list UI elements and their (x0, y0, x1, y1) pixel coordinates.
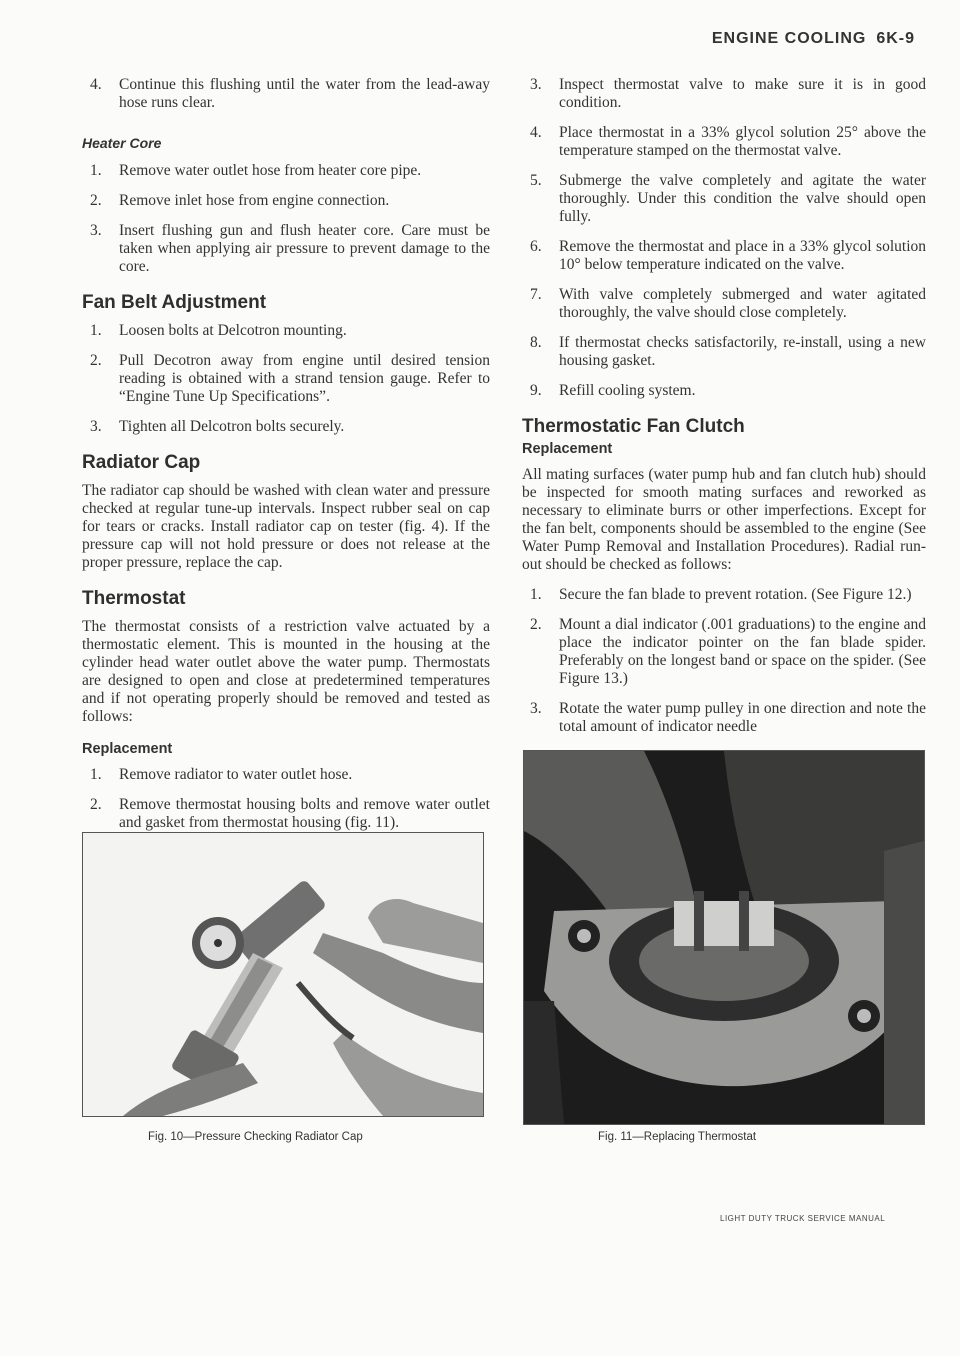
list-item (82, 418, 490, 436)
item-text: Mount a dial indicator (.001 graduations) to the engine and place the indicator pointer on the fan blade spider. Preferably on the longest band or space on the spider. (See Figure 13.) (559, 616, 926, 687)
list-item (522, 286, 926, 322)
page-header (712, 30, 915, 48)
list-item (82, 352, 490, 406)
fan-belt-heading: Fan Belt Adjustment (82, 292, 267, 313)
item-number: 2. (530, 616, 542, 633)
list-item (522, 616, 926, 688)
item-text: Tighten all Delcotron bolts securely. (119, 418, 345, 435)
list-item (82, 766, 490, 784)
radiator-cap-paragraph: The radiator cap should be washed with clean water and pressure checked at regular tune-up intervals. Inspect rubber seal on cap for tears or cracks. Install radiator cap on tester (fig. 4). If the pressure cap will not hold pressure or does not release at the proper pressure, replace the cap. (82, 482, 490, 571)
item-number: 4. (530, 124, 542, 141)
right-column (522, 76, 926, 748)
list-item (522, 586, 926, 604)
item-text: Refill cooling system. (559, 382, 696, 399)
list-item (522, 124, 926, 160)
item-number: 3. (90, 418, 102, 435)
radiator-cap-heading: Radiator Cap (82, 452, 201, 473)
left-column (82, 76, 490, 844)
item-number: 3. (530, 700, 542, 717)
list-item (522, 76, 926, 112)
list-item (522, 700, 926, 736)
item-number: 2. (90, 192, 102, 209)
page-number: 6K-9 (876, 30, 915, 47)
item-text: Inspect thermostat valve to make sure it is in good condition. (559, 76, 926, 111)
section-title: ENGINE COOLING (711, 30, 867, 47)
item-number: 1. (90, 162, 102, 179)
item-text: If thermostat checks satisfactorily, re-install, using a new housing gasket. (559, 334, 926, 369)
item-number: 6. (530, 238, 542, 255)
pressure-tester-illustration (83, 833, 483, 1116)
item-number: 1. (530, 586, 542, 603)
thermostat-replacement-heading: Replacement (82, 741, 173, 757)
figure-10-caption: Fig. 10—Pressure Checking Radiator Cap (148, 1131, 363, 1143)
thermostat-illustration (524, 751, 924, 1124)
list-item (82, 192, 490, 210)
item-text: Remove water outlet hose from heater core pipe. (119, 162, 422, 179)
list-item (522, 334, 926, 370)
figure-10-photo (82, 832, 484, 1117)
figure-11-photo (523, 750, 925, 1125)
item-text: Submerge the valve completely and agitate the water thoroughly. Under this condition the valve should open fully. (559, 172, 926, 225)
item-text: Place thermostat in a 33% glycol solution 25° above the temperature stamped on the thermostat valve. (559, 124, 926, 159)
item-text: Insert flushing gun and flush heater core. Care must be taken when applying air pressure to prevent damage to the core. (119, 222, 490, 275)
heater-core-heading: Heater Core (82, 135, 162, 151)
item-text: Rotate the water pump pulley in one direction and note the total amount of indicator needle (559, 700, 926, 735)
item-number: 1. (90, 766, 102, 783)
item-text: Remove inlet hose from engine connection. (119, 192, 390, 209)
item-number: 5. (530, 172, 542, 189)
thermostat-heading: Thermostat (82, 588, 186, 609)
item-number: 3. (530, 76, 542, 93)
item-number: 7. (530, 286, 542, 303)
item-number: 4. (90, 76, 102, 93)
item-number: 8. (530, 334, 542, 351)
fan-clutch-paragraph: All mating surfaces (water pump hub and fan clutch hub) should be inspected for smooth mating surfaces and reworked as necessary to eliminate burrs or other imperfections. Except for the fan belt, components should be assembled to the engine (See Water Pump Removal and Installation Procedures). Radial run-out should be checked as follows: (522, 466, 926, 573)
list-item (82, 76, 490, 112)
list-item (82, 162, 490, 180)
fan-clutch-replacement-heading: Replacement (522, 441, 613, 457)
list-item (82, 796, 490, 832)
item-text: With valve completely submerged and water agitated thoroughly, the valve should close completely. (559, 286, 926, 321)
item-text: Remove radiator to water outlet hose. (119, 766, 353, 783)
item-text: Pull Decotron away from engine until desired tension reading is obtained with a strand tension gauge. Refer to “Engine Tune Up Specifications”. (119, 352, 490, 405)
list-item (522, 172, 926, 226)
item-text: Loosen bolts at Delcotron mounting. (119, 322, 347, 339)
list-item (82, 322, 490, 340)
list-item (522, 382, 926, 400)
item-number: 3. (90, 222, 102, 239)
item-number: 1. (90, 322, 102, 339)
item-number: 2. (90, 352, 102, 369)
item-number: 9. (530, 382, 542, 399)
page-footer: LIGHT DUTY TRUCK SERVICE MANUAL (720, 1214, 886, 1223)
list-item (522, 238, 926, 274)
item-number: 2. (90, 796, 102, 813)
item-text: Continue this flushing until the water from the lead-away hose runs clear. (119, 76, 490, 111)
item-text: Secure the fan blade to prevent rotation. (See Figure 12.) (559, 586, 912, 603)
fan-clutch-heading: Thermostatic Fan Clutch (522, 416, 745, 437)
figure-11-caption: Fig. 11—Replacing Thermostat (598, 1131, 757, 1143)
item-text: Remove thermostat housing bolts and remove water outlet and gasket from thermostat housing (fig. 11). (119, 796, 490, 831)
list-item (82, 222, 490, 276)
item-text: Remove the thermostat and place in a 33% glycol solution 10° below temperature indicated on the valve. (559, 238, 926, 273)
thermostat-paragraph: The thermostat consists of a restriction valve actuated by a thermostatic element. This is mounted in the housing at the cylinder head water outlet above the water pump. Thermostats are designed to open and close at predetermined temperatures and if not operating properly should be removed and tested as follows: (82, 618, 490, 725)
